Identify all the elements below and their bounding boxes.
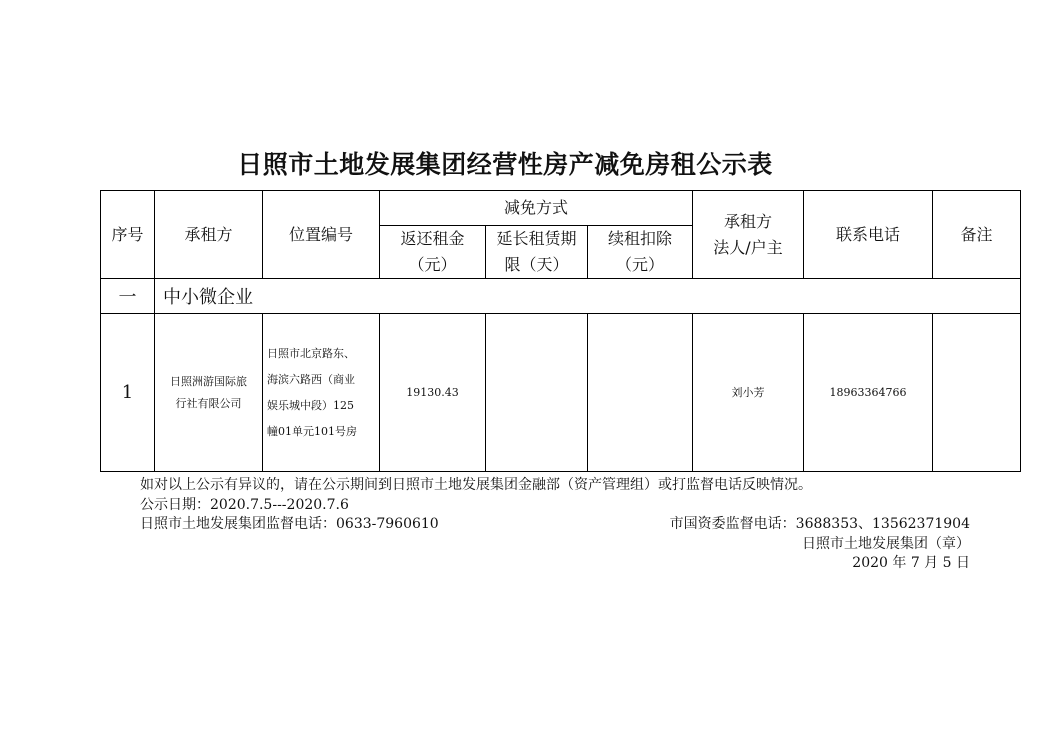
row-location-line1: 日照市北京路东、 <box>267 346 355 360</box>
row-location-line3: 娱乐城中段）125 <box>267 398 354 412</box>
objection-note: 如对以上公示有异议的，请在公示期间到日照市土地发展集团金融部（资产管理组）或打监督电话反映情况。 <box>140 477 812 493</box>
row-deduct <box>588 314 693 472</box>
row-extend <box>486 314 588 472</box>
header-remark: 备注 <box>933 191 1021 279</box>
signature-row <box>140 535 1020 555</box>
header-legal-line2: 法人/户主 <box>713 237 783 257</box>
row-legal: 刘小芳 <box>693 314 804 472</box>
notes-block <box>140 476 1020 574</box>
group-phone-note: 日照市土地发展集团监督电话：0633-7960610 <box>140 516 439 532</box>
signature-note: 日照市土地发展集团（章） <box>802 535 970 552</box>
row-remark <box>933 314 1021 472</box>
date-note: 2020 年 7 月 5 日 <box>852 555 970 571</box>
table-row <box>101 314 1021 472</box>
header-extend-line2: 限（天） <box>504 255 569 274</box>
row-refund: 19130.43 <box>380 314 486 472</box>
section-number: 一 <box>101 279 155 314</box>
header-row-top <box>101 191 1021 226</box>
header-legal-line1: 承租方 <box>723 211 772 231</box>
date-row <box>140 554 1020 574</box>
section-row <box>101 279 1021 314</box>
header-refund-line1: 返还租金 <box>400 229 465 248</box>
row-location-line4: 幢01单元101号房 <box>267 424 357 438</box>
header-phone: 联系电话 <box>804 191 933 279</box>
header-extend-line1: 延长租赁期 <box>496 229 577 248</box>
row-location-line2: 海滨六路西（商业 <box>267 372 355 386</box>
header-seq: 序号 <box>101 191 155 279</box>
header-deduct-line2: （元） <box>615 255 664 274</box>
date-range-note: 公示日期：2020.7.5---2020.7.6 <box>140 496 349 513</box>
row-tenant <box>155 314 263 472</box>
section-label: 中小微企业 <box>155 279 1021 314</box>
page-title: 日照市土地发展集团经营性房产减免房租公示表 <box>237 150 773 179</box>
header-deduct-line1: 续租扣除 <box>607 229 672 248</box>
header-legal <box>693 191 804 279</box>
header-method-group: 减免方式 <box>380 191 693 226</box>
header-refund <box>380 226 486 279</box>
header-tenant: 承租方 <box>155 191 263 279</box>
sasac-phone-note: 市国资委监督电话：3688353、13562371904 <box>669 516 970 532</box>
header-extend <box>486 226 588 279</box>
row-phone: 18963364766 <box>804 314 933 472</box>
row-tenant-line1: 日照洲游国际旅 <box>170 374 247 388</box>
rent-reduction-table <box>100 190 1021 472</box>
header-deduct <box>588 226 693 279</box>
phones-row <box>140 515 1020 535</box>
row-seq: 1 <box>101 314 155 472</box>
row-location <box>263 314 380 472</box>
header-refund-line2: （元） <box>408 255 457 274</box>
header-location: 位置编号 <box>263 191 380 279</box>
row-tenant-line2: 行社有限公司 <box>175 396 242 410</box>
